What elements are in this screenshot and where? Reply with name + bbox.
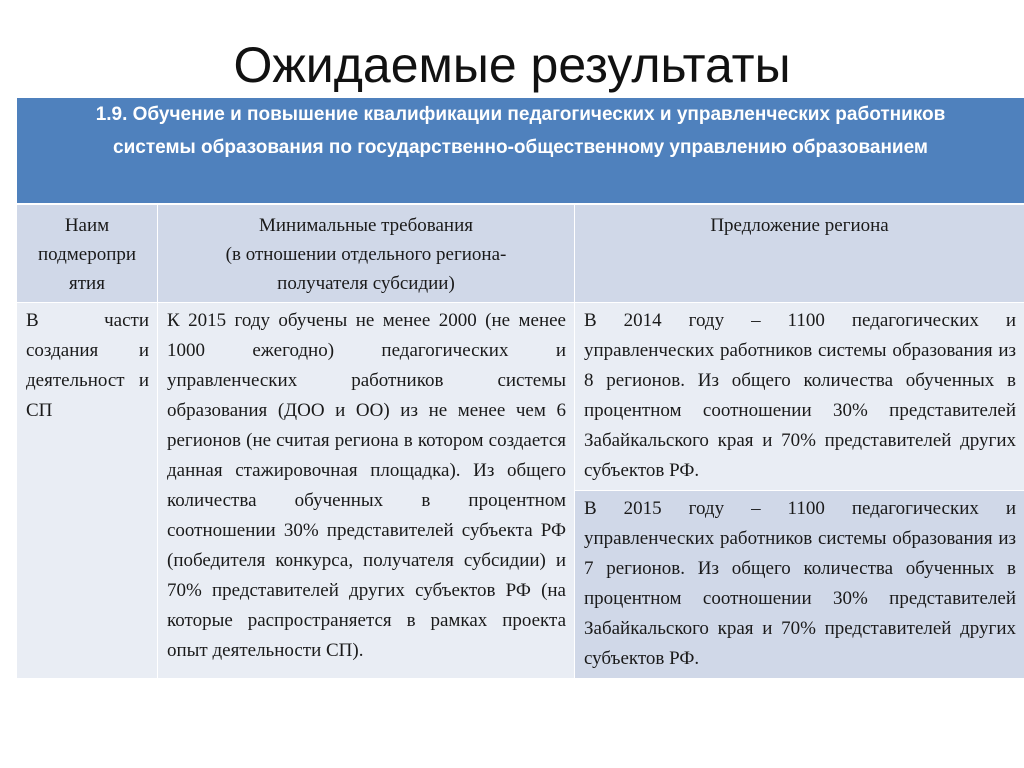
cell-requirements <box>158 303 575 679</box>
cell-proposal-2014-text: В 2014 году – 1100 педагогических и управленческих работников системы образования из 8 регионов. Из общего количества обученных в процентном соотношении 30% представителей Забайкальского края и 70% представителей других субъектов РФ. <box>584 310 1017 481</box>
column-header-row <box>17 204 1024 303</box>
page-title: Ожидаемые результаты <box>233 37 791 93</box>
cell-subactivity <box>17 303 158 679</box>
cell-proposal-2015-text: В 2015 году – 1100 педагогических и управленческих работников системы образования из 7 регионов. Из общего количества обученных в процентном соотношении 30% представителей Забайкальского края и 70% представителей других субъектов РФ. <box>584 498 1017 669</box>
cell-requirements-text: К 2015 году обучены не менее 2000 (не менее 1000 ежегодно) педагогических и управленческих работников системы образования (ДОО и ОО) из не менее чем 6 регионов (не считая региона в котором создается данная стажировочная площадка). Из общего количества обученных в процентном соотношении 30% представителей субъекта РФ (победителя конкурса, получателя субсидии) и 70% представителей других субъектов РФ (на которые распространяется в рамках проекта опыт деятельности СП). <box>167 310 566 661</box>
table-row <box>17 303 1024 491</box>
column-header-requirements <box>158 204 575 303</box>
table-heading <box>17 98 1024 205</box>
column-header-proposal-text: Предложение региона <box>710 215 889 236</box>
column-header-name <box>17 204 158 303</box>
results-table <box>16 97 1024 679</box>
cell-subactivity-text: В части создания и деятельност и СП <box>26 310 149 421</box>
table-heading-text: 1.9. Обучение и повышение квалификации педагогических и управленческих работников системы образования по государственно-общественному управлению образованием <box>95 104 946 158</box>
cell-proposal-2014 <box>575 303 1024 491</box>
cell-proposal-2015 <box>575 491 1024 679</box>
column-header-proposal <box>575 204 1024 303</box>
column-header-name-text: Наим подмеропри ятия <box>37 215 137 294</box>
table-heading-row <box>17 98 1024 205</box>
column-header-requirements-text: Минимальные требования (в отношении отдельного региона- получателя субсидии) <box>225 215 507 294</box>
